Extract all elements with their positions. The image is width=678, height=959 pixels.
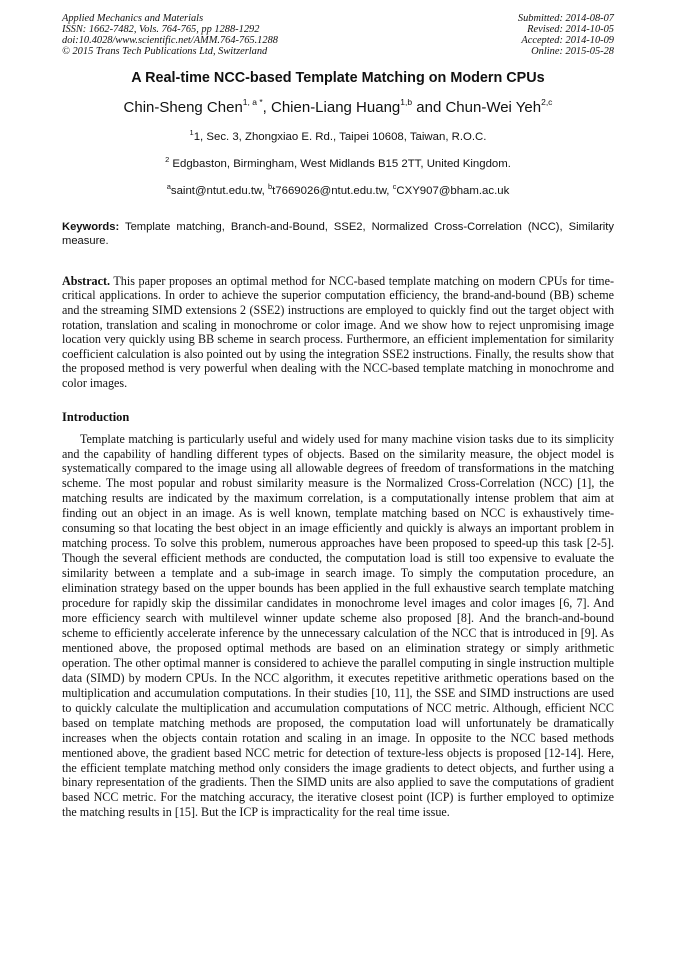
affiliation-mark: 1 — [189, 127, 194, 137]
body-paragraph: Template matching is particularly useful and widely used for many machine vision tasks due to its simplicity and the capability of handling different types of objects. Based on the similarity measure, the object model is systematically compared to the image using all allowable degrees of freedom of transformations in the matching scheme. The most popular and robust similarity measure is the Normalized Cross-Correlation (NCC) [1], the matching results are indicated by the maximum correlation, is a computationally intense problem that aim at finding out an object in an image. As is well known, template matching based on NCC is exhaustively time-consuming so that locating the best object in an image efficiently and quickly is always an important problem in matching process. To solve this problem, numerous approaches have been proposed to speed-up this task [2-5]. Though the several efficient methods are conducted, the computation load is still too expensive to evaluate the similarity between a template and a sub-image in search image. To simply the computation procedure, an elimination strategy based on the upper bounds has been applied in the full exhaustive search template matching procedure for rapidly skip the dissimilar candidates in monochrome level images and color images [6, 7]. And more efficiency search with multilevel winner update scheme also proposed [8]. And the branch-and-bound scheme to efficiently accelerate inference by the unnecessary calculation of the NCC that is introduced in [9]. As mentioned above, the proposed optimal methods are based on an elimination strategy or simply arithmetic operation. The other optimal manner is considered to achieve the parallel computing in single instruction multiple data (SIMD) by modern CPUs. In the NCC algorithm, it executes repetitive arithmetic operations based on the multiplication and accumulation computations. In their studies [10, 11], the SSE and SIMD instructions are used to quickly calculate the multiplication and accumulation computations of NCC metric. Although, efficient NCC based on template matching methods are proposed, the computation load will unfortunately be dramatically increases when the objects contain rotation and scaling in an image. In opposite to the NCC based methods mentioned above, the gradient based NCC metric for detection of texture-less objects is proposed [12-14]. Here, the efficient template matching method only considers the image gradients to detect objects, and further using a binary representation of the gradients. Then the SIMD units are also applied to save the computations of gradient based NCC metric. For the matching accuracy, the iterative closest point (ICP) is further employed to optimize the matching results in [15]. But the ICP is impracticality for the real time issue. — [62, 431, 614, 820]
author-name: Chun-Wei Yeh — [445, 98, 542, 116]
abstract-section — [62, 274, 614, 391]
affiliation-2 — [62, 153, 614, 171]
doi-line: doi:10.4028/www.scientific.net/AMM.764-765.1288 — [62, 34, 278, 46]
affiliation-mark: 2 — [165, 154, 170, 164]
accepted-date: Accepted: 2014-10-09 — [521, 34, 614, 46]
journal-name: Applied Mechanics and Materials — [62, 13, 204, 24]
email-text: CXY907@bham.ac.uk — [396, 184, 510, 197]
submitted-date: Submitted: 2014-08-07 — [517, 13, 614, 24]
author-separator: , — [262, 98, 271, 116]
online-date: Online: 2015-05-28 — [531, 45, 614, 57]
author-list — [62, 93, 614, 117]
publication-dates — [518, 14, 614, 58]
author-name: Chien-Liang Huang — [271, 98, 401, 116]
journal-header — [62, 14, 614, 58]
author-affiliation-mark: 2,c — [541, 96, 553, 107]
journal-info — [62, 14, 278, 58]
affiliation-text: 1, Sec. 3, Zhongxiao E. Rd., Taipei 10608, Taiwan, R.O.C. — [193, 130, 487, 143]
affiliation-text: Edgbaston, Birmingham, West Midlands B15 2TT, United Kingdom. — [169, 157, 511, 170]
issn-line: ISSN: 1662-7482, Vols. 764-765, pp 1288-1292 — [62, 23, 260, 35]
email-mark: b — [267, 181, 273, 191]
revised-date: Revised: 2014-10-05 — [527, 23, 614, 35]
author-separator: and — [412, 98, 446, 116]
affiliation-1 — [62, 126, 614, 144]
author-affiliation-mark: 1,b — [400, 96, 413, 107]
author-name: Chin-Sheng Chen — [123, 98, 243, 116]
email-mark: c — [392, 181, 397, 191]
author-emails — [62, 180, 614, 198]
abstract-text: This paper proposes an optimal method for NCC-based template matching on modern CPUs for time-critical applications. In order to achieve the superior computation efficiency, the brand-and-bound (BB) scheme and the streaming SIMD extensions 2 (SSE2) instructions are employed to quickly find out the target object with rotation, translation and scaling in monochrome or color image. And we show how to reject unpromising image location very quickly using BB scheme in search process. Furthermore, an efficient implementation for similarity coefficient calculation is also pointed out by using the integration SSE2 instructions. Finally, the results show that the proposed method is very powerful when dealing with the NCC-based template matching in monochrome and color images. — [62, 273, 614, 390]
abstract-label: Abstract. — [62, 273, 111, 288]
email-text: saint@ntut.edu.tw, — [170, 184, 268, 197]
section-heading: Introduction — [62, 409, 130, 424]
paper-page — [62, 14, 614, 820]
email-text: t7669026@ntut.edu.tw, — [272, 184, 393, 197]
author-affiliation-mark: 1, a * — [242, 96, 263, 107]
email-mark: a — [166, 181, 171, 191]
keywords-section — [62, 220, 614, 249]
paper-title: A Real-time NCC-based Template Matching on Modern CPUs — [131, 69, 545, 86]
keywords-label: Keywords: — [62, 220, 120, 233]
copyright-line: © 2015 Trans Tech Publications Ltd, Switzerland — [62, 45, 268, 57]
keywords-text: Template matching, Branch-and-Bound, SSE2, Normalized Cross-Correlation (NCC), Similarity measure. — [62, 220, 614, 248]
